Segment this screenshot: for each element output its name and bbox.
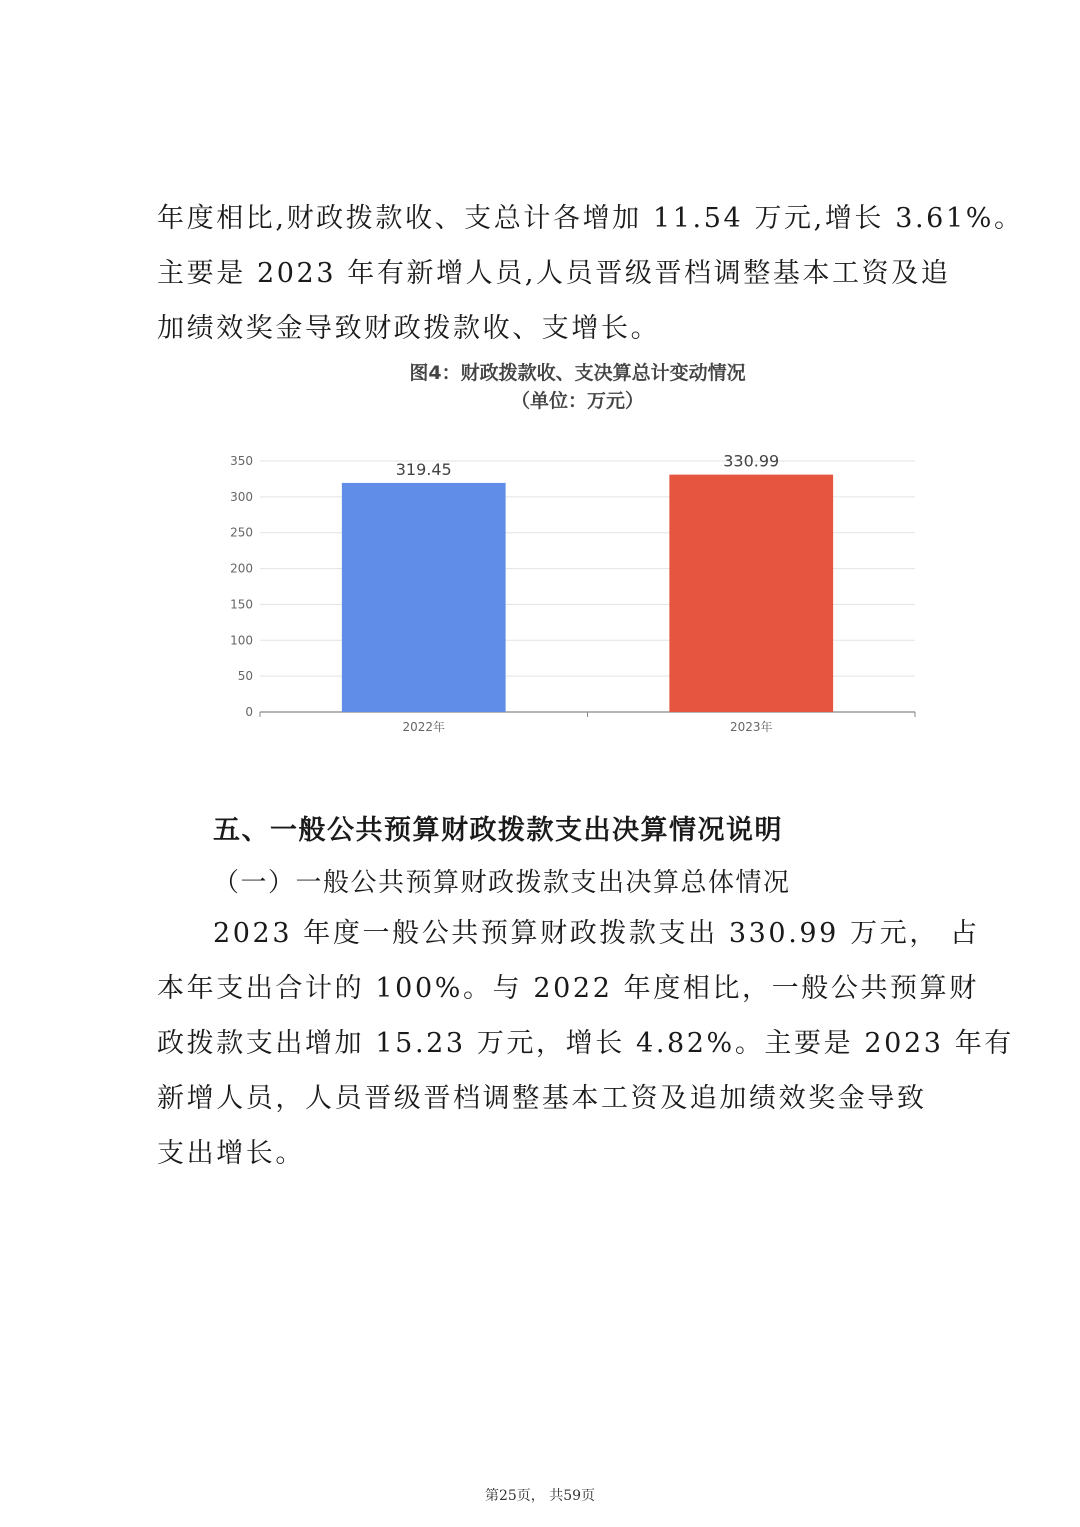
section-line-5: 支出增长。 bbox=[157, 1138, 305, 1169]
chart-title: 图4：财政拨款收、支决算总计变动情况 bbox=[409, 362, 746, 384]
paragraph-line-3: 加绩效奖金导致财政拨款收、支增长。 bbox=[157, 313, 661, 344]
bar-1 bbox=[342, 483, 506, 712]
section-subheading: （一）一般公共预算财政拨款支出决算总体情况 bbox=[213, 868, 791, 898]
section-line-2: 本年支出合计的 100%。与 2022 年度相比，一般公共预算财 bbox=[157, 973, 979, 1004]
y-tick-label: 150 bbox=[230, 597, 253, 612]
page-footer: 第25页， 共59页 bbox=[484, 1488, 596, 1504]
bar-2 bbox=[669, 475, 833, 712]
section-line-4: 新增人员，人员晋级晋档调整基本工资及追加绩效奖金导致 bbox=[157, 1083, 927, 1114]
section-heading: 五、一般公共预算财政拨款支出决算情况说明 bbox=[213, 815, 783, 846]
y-tick-label: 100 bbox=[230, 633, 253, 648]
bar-chart bbox=[200, 440, 940, 750]
chart-subtitle: （单位：万元） bbox=[510, 390, 644, 412]
bar-value-label: 319.45 bbox=[395, 459, 452, 479]
section-line-1: 2023 年度一般公共预算财政拨款支出 330.99 万元， 占 bbox=[213, 918, 980, 949]
x-tick-label: 2022年 bbox=[402, 720, 446, 734]
y-tick-label: 200 bbox=[230, 561, 253, 576]
y-tick-label: 0 bbox=[245, 705, 253, 719]
x-tick-label: 2023年 bbox=[729, 720, 773, 734]
y-tick-label: 250 bbox=[230, 525, 253, 540]
section-line-3: 政拨款支出增加 15.23 万元，增长 4.82%。主要是 2023 年有 bbox=[157, 1028, 1014, 1059]
bar-value-label: 330.99 bbox=[723, 451, 780, 471]
y-tick-label: 300 bbox=[230, 489, 253, 504]
y-tick-label: 50 bbox=[237, 669, 253, 684]
paragraph-line-2: 主要是 2023 年有新增人员,人员晋级晋档调整基本工资及追 bbox=[157, 258, 951, 289]
y-tick-label: 350 bbox=[230, 454, 253, 468]
paragraph-line-1: 年度相比,财政拨款收、支总计各增加 11.54 万元,增长 3.61%。 bbox=[157, 203, 1024, 234]
